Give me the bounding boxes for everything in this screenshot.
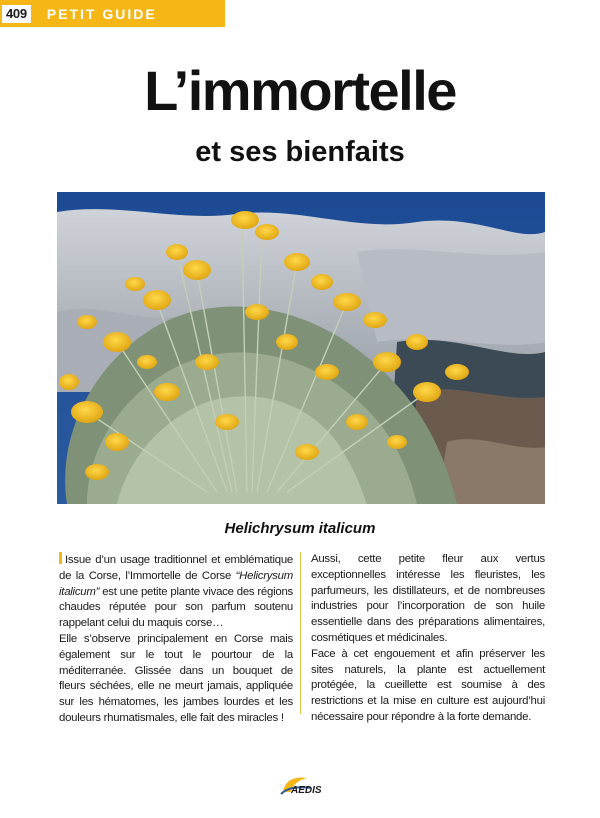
series-banner [0, 0, 225, 27]
text-column-left [59, 552, 293, 727]
cover-photo [57, 192, 545, 504]
book-subtitle: et ses bienfaits [195, 136, 405, 168]
dropcap-letter: I [65, 554, 68, 566]
svg-text:AEDIS: AEDIS [291, 785, 322, 796]
species-name: “Helicrysum italicum” [59, 569, 293, 598]
photo-caption: Helichrysum italicum [224, 520, 376, 537]
text-column-right [311, 552, 545, 726]
series-number: 409 [2, 5, 31, 23]
publisher-logo [277, 774, 325, 796]
series-name: PETIT GUIDE [46, 5, 157, 22]
paragraph: Elle s’observe principalement en Corse mais également sur le tout le pourtour de la méditerranée. Glissée dans un bouquet de fleurs séchées, elle ne meurt jamais, appliquée sur les hématomes, les jambes lourdes et les douleurs rhumatismales, elle fait des miracles ! [59, 632, 293, 724]
paragraph: Face à cet engouement et afin préserver les sites naturels, la plante est actuellement protégée, la cueillette est soumise à des restrictions et la mise en culture est aujourd’hui nécessaire pour répondre à la forte demande. [311, 647, 545, 723]
dropcap-accent [59, 552, 62, 564]
paragraph-text: est une petite plante vivace des régions chaudes réputée pour son parfum soutenu rappelant celui du maquis corse… [59, 585, 293, 630]
column-divider [300, 552, 301, 714]
paragraph-text: ssue d’un usage traditionnel et emblématique de la Corse, l’Immortelle de Corse [59, 554, 293, 582]
helichrysum-photo [57, 192, 545, 504]
paragraph [59, 552, 293, 632]
aedis-logo-icon [277, 774, 325, 796]
book-title: L’immortelle [144, 59, 456, 122]
paragraph: Aussi, cette petite fleur aux vertus exceptionnelles intéresse les fleuristes, les parfumeurs, les distillateurs, et de nombreuses industries pour l’incorporation de son huile essentielle dans des préparations alimentaires, cosmétiques et médicinales. [311, 553, 545, 644]
